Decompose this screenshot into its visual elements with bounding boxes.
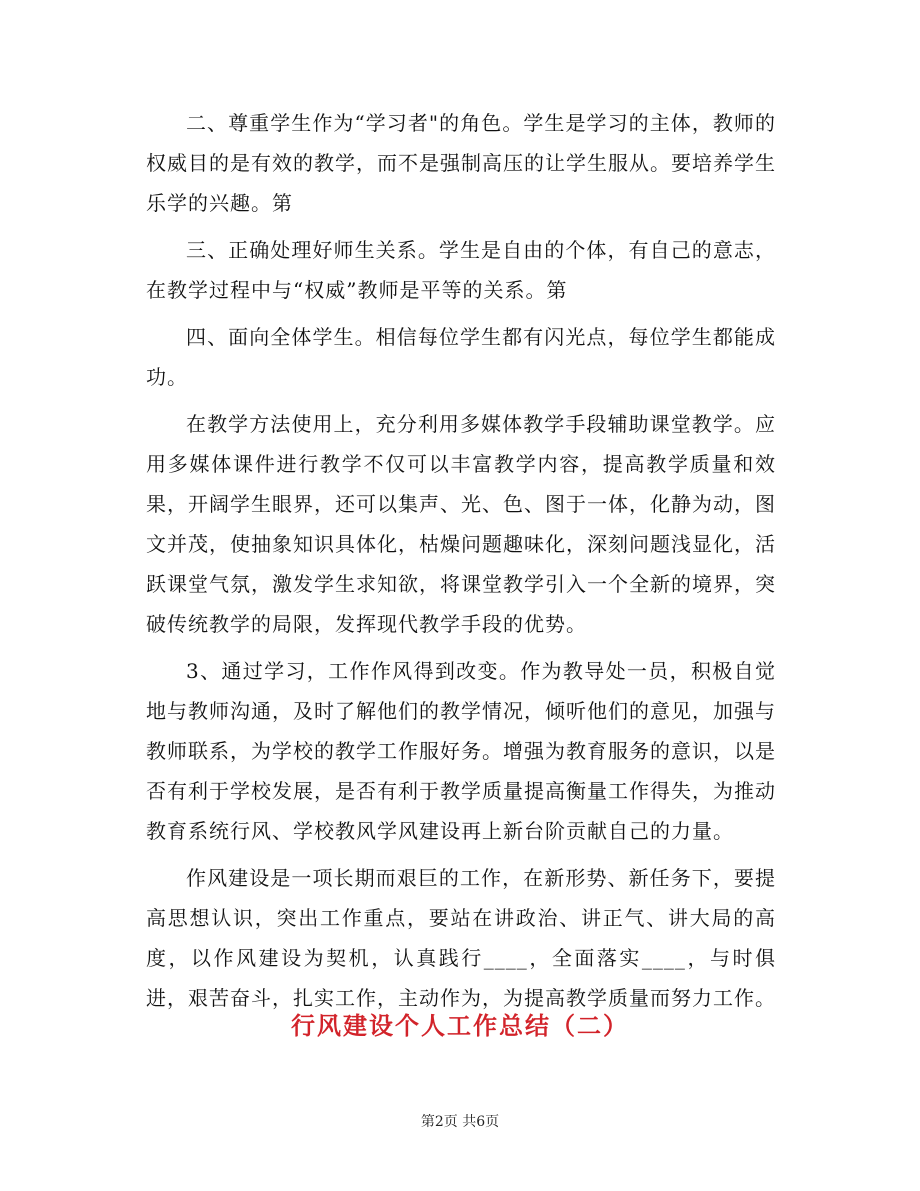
paragraph-teacher-student-relations: 三、正确处理好师生关系。学生是自由的个体，有自己的意志，在教学过程中与“权威”教师是平等的关系。第: [146, 238, 776, 302]
paragraph-work-style-change: 3、通过学习，工作作风得到改变。作为教导处一员，积极自觉地与教师沟通，及时了解他们的教学情况，倾听他们的意见，加强与教师联系，为学校的教学工作服好务。增强为教育服务的意识，以是否有利于学校发展，是否有利于教学质量提高衡量工作得失，为推动教育系统行风、学校教风学风建设再上新台阶贡献自己的力量。: [146, 659, 776, 843]
paragraph-multimedia-teaching: 在教学方法使用上，充分利用多媒体教学手段辅助课堂教学。应用多媒体课件进行教学不仅可以丰富教学内容，提高教学质量和效果，开阔学生眼界，还可以集声、光、色、图于一体，化静为动，图文并茂，使抽象知识具体化，枯燥问题趣味化，深刻问题浅显化，活跃课堂气氛，激发学生求知欲，将课堂教学引入一个全新的境界，突破传统教学的局限，发挥现代教学手段的优势。: [146, 412, 776, 636]
paragraph-all-students: 四、面向全体学生。相信每位学生都有闪光点，每位学生都能成功。: [146, 325, 776, 389]
page-number-footer: 第2页 共6页: [420, 1114, 500, 1130]
paragraph-conclusion: 作风建设是一项长期而艰巨的工作，在新形势、新任务下，要提高思想认识，突出工作重点，要站在讲政治、讲正气、讲大局的高度，以作风建设为契机，认真践行____，全面落实____，与时俱进，艰苦奋斗，扎实工作，主动作为，为提高教学质量而努力工作。: [146, 866, 776, 1010]
paragraph-respect-learners: 二、尊重学生作为“学习者"的角色。学生是学习的主体，教师的权威目的是有效的教学，而不是强制高压的让学生服从。要培养学生乐学的兴趣。第: [146, 111, 776, 215]
section-title: 行风建设个人工作总结（二）: [291, 1011, 629, 1040]
document-body: [146, 103, 776, 1018]
